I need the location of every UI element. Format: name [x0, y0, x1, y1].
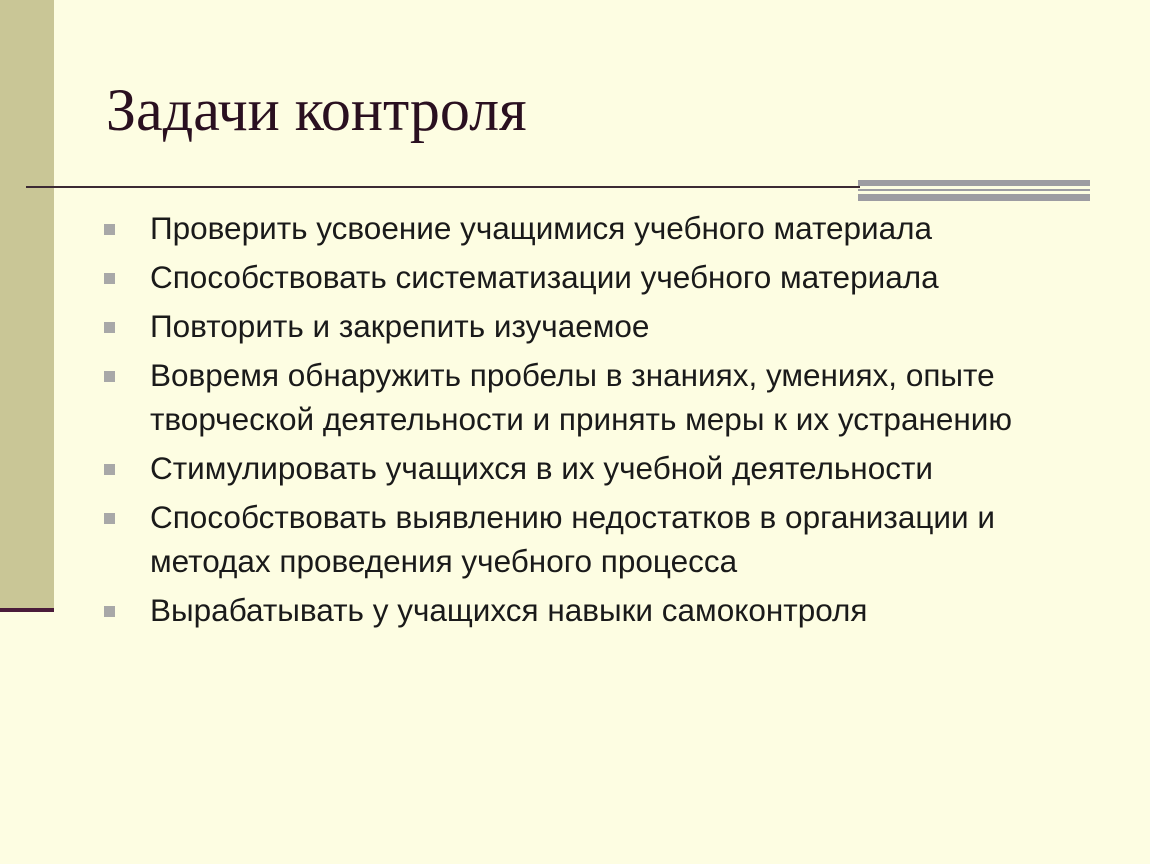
bullet-item	[104, 588, 1114, 632]
bullet-text: Способствовать систематизации учебного материала	[150, 259, 939, 295]
bullet-item	[104, 353, 1114, 441]
title-divider-accent-middle	[858, 189, 1090, 191]
left-decorative-bar	[0, 0, 54, 612]
bullet-text: Вырабатывать у учащихся навыки самоконтроля	[150, 592, 868, 628]
square-bullet-icon	[104, 513, 115, 524]
bullet-text: Стимулировать учащихся в их учебной деятельности	[150, 450, 933, 486]
title-divider-accent-bottom	[858, 194, 1090, 201]
bullet-item	[104, 255, 1114, 299]
square-bullet-icon	[104, 371, 115, 382]
bullet-item	[104, 446, 1114, 490]
bullet-item	[104, 304, 1114, 348]
slide-title: Задачи контроля	[106, 77, 527, 143]
left-bar-underline	[0, 608, 54, 612]
square-bullet-icon	[104, 322, 115, 333]
title-divider-accent-top	[858, 180, 1090, 186]
bullet-list	[104, 206, 1114, 637]
bullet-text: Способствовать выявлению недостатков в организации и методах проведения учебного процесса	[150, 499, 995, 579]
bullet-text: Вовремя обнаружить пробелы в знаниях, умениях, опыте творческой деятельности и принять меры к их устранению	[150, 357, 1012, 437]
square-bullet-icon	[104, 224, 115, 235]
title-divider	[26, 186, 860, 188]
bullet-text: Проверить усвоение учащимися учебного материала	[150, 210, 933, 246]
square-bullet-icon	[104, 273, 115, 284]
bullet-item	[104, 206, 1114, 250]
bullet-text: Повторить и закрепить изучаемое	[150, 308, 650, 344]
square-bullet-icon	[104, 464, 115, 475]
bullet-item	[104, 495, 1114, 583]
square-bullet-icon	[104, 606, 115, 617]
